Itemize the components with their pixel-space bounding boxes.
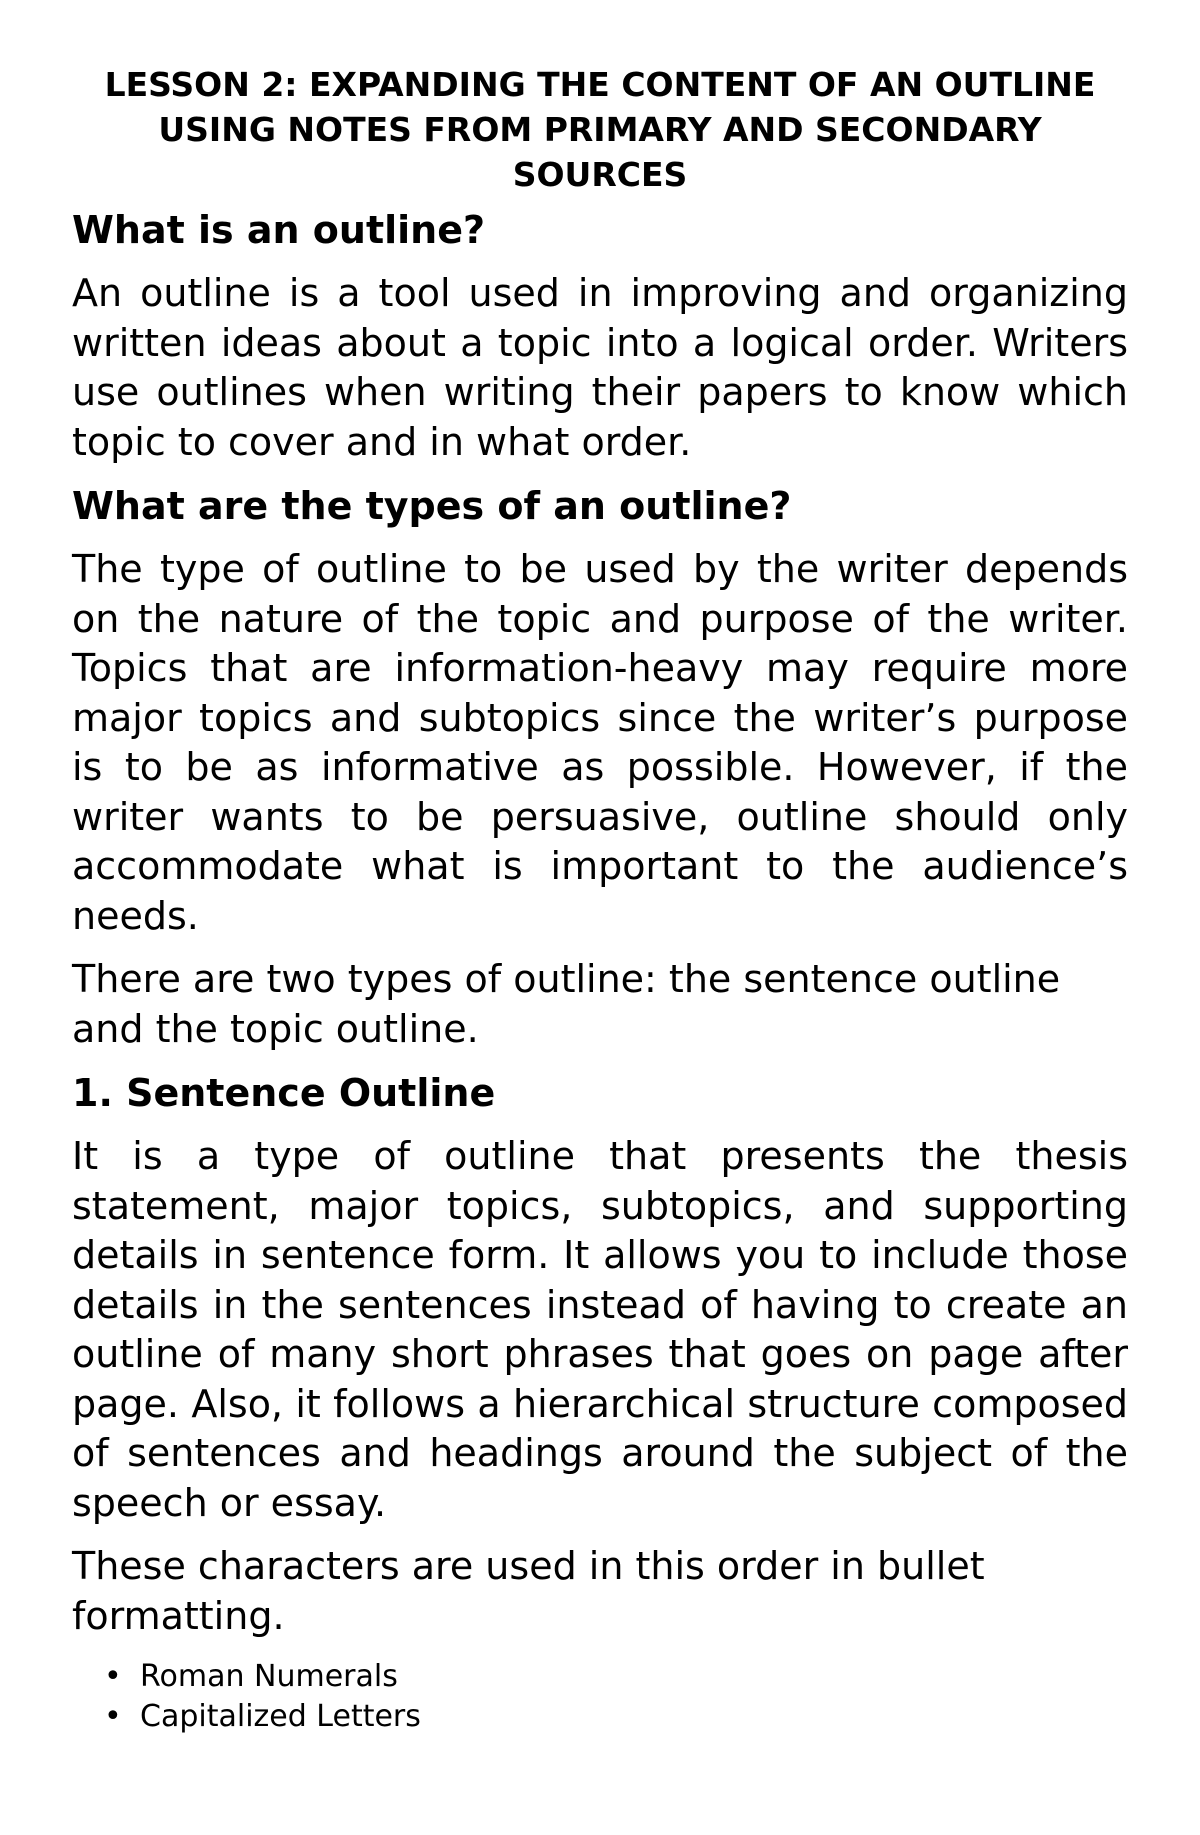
heading-what-is-outline: What is an outline? (72, 208, 486, 252)
list-item-label: Capitalized Letters (140, 1699, 421, 1734)
list-item-label: Roman Numerals (140, 1659, 398, 1694)
document-page (72, 62, 1128, 1737)
bullet-icon: • (104, 1659, 122, 1694)
lesson-title: LESSON 2: EXPANDING THE CONTENT OF AN OUTLINE USING NOTES FROM PRIMARY AND SECONDARY SOURCES (104, 65, 1096, 194)
heading-sentence-outline: 1. Sentence Outline (72, 1071, 496, 1115)
paragraph-outline-definition: An outline is a tool used in improving and organizing written ideas about a topic into a logical order. Writers use outlines when writing their papers to know which topic to cover and in what order. (72, 271, 1128, 464)
paragraph-two-types: There are two types of outline: the sentence outline and the topic outline. (72, 957, 1061, 1051)
heading-types-of-outline: What are the types of an outline? (72, 484, 792, 528)
paragraph-outline-types: The type of outline to be used by the writer depends on the nature of the topic and purpose of the writer. Topics that are information-heavy may require more major topics and subtopics since the writer’s purpose is to be as informative as possible. However, if the writer wants to be persuasive, outline should only accommodate what is important to the audience’s needs. (72, 547, 1128, 938)
list-item (72, 1697, 1128, 1737)
paragraph-bullet-order: These characters are used in this order in bullet formatting. (72, 1544, 985, 1638)
list-item (72, 1657, 1128, 1697)
bullet-list (72, 1657, 1128, 1737)
paragraph-sentence-outline: It is a type of outline that presents the thesis statement, major topics, subtopics, and supporting details in sentence form. It allows you to include those details in the sentences instead of having to create an outline of many short phrases that goes on page after page. Also, it follows a hierarchical structure composed of sentences and headings around the subject of the speech or essay. (72, 1134, 1128, 1525)
bullet-icon: • (104, 1699, 122, 1734)
